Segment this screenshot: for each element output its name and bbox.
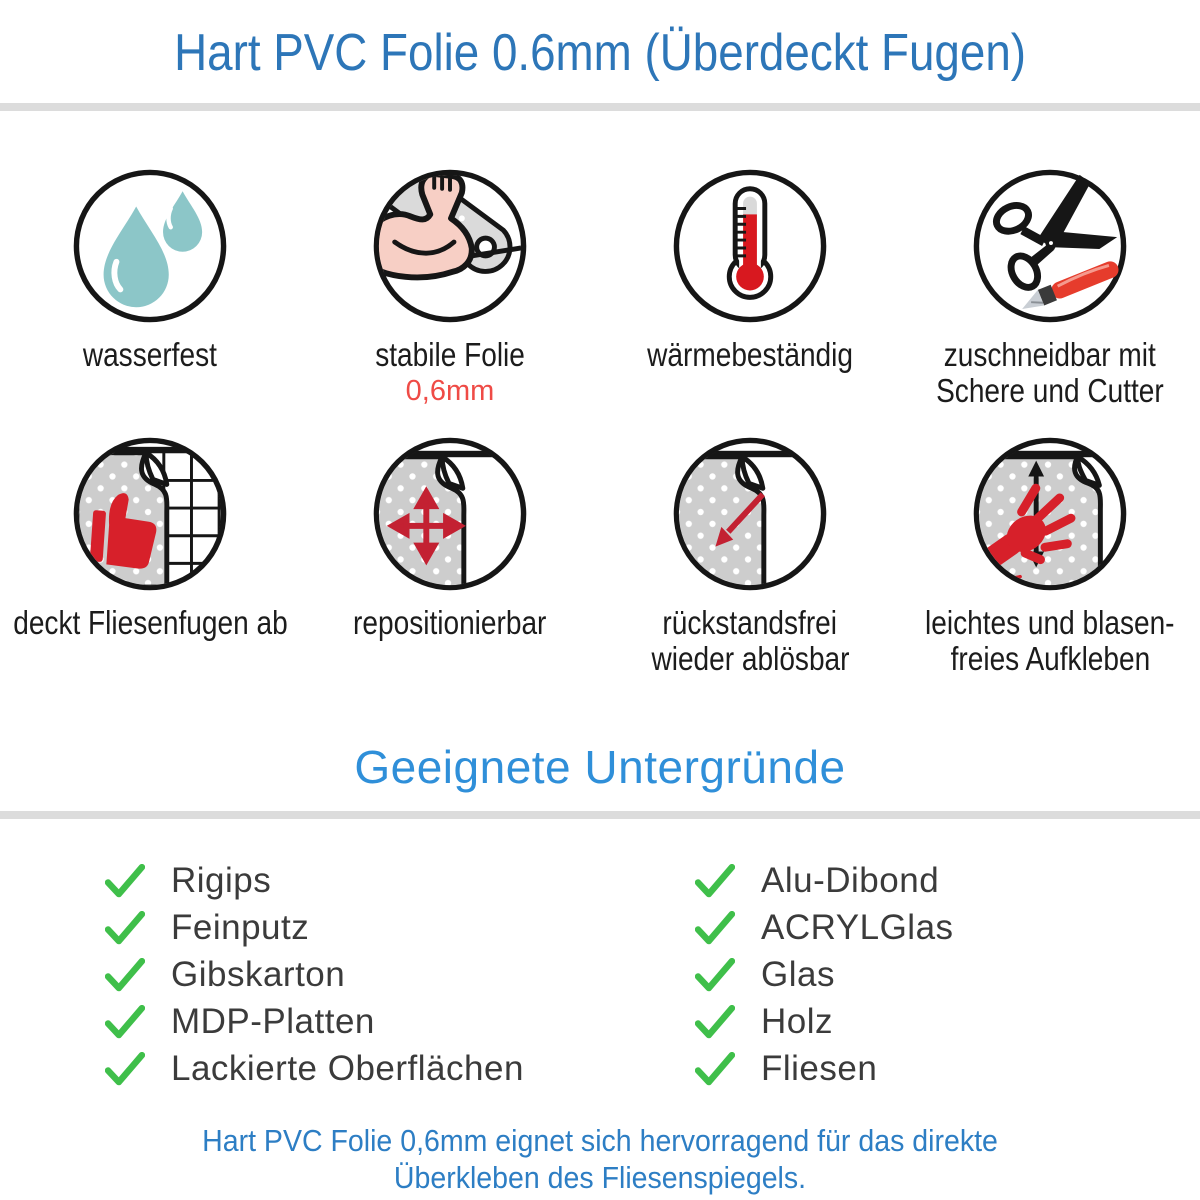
substrate-label: Fliesen: [761, 1049, 878, 1088]
substrate-item: [105, 1002, 600, 1042]
feature-blasenfreies-aufkleben: [900, 435, 1200, 677]
check-icon: [105, 911, 145, 945]
check-icon: [695, 1052, 735, 1086]
feature-repositionierbar: [300, 435, 600, 677]
feature-rueckstandsfrei: [600, 435, 900, 677]
muscle-arm-film-icon: [371, 167, 529, 325]
feature-grid: [0, 167, 1200, 677]
substrates-column-left: [0, 861, 600, 1096]
substrate-item: [105, 1049, 600, 1089]
substrate-item: [695, 1049, 1200, 1089]
feature-wasserfest: [0, 167, 300, 409]
substrates-column-right: [600, 861, 1200, 1096]
page-title: Hart PVC Folie 0.6mm (Überdeckt Fugen): [174, 24, 1026, 82]
substrate-label: Lackierte Oberflächen: [171, 1049, 524, 1088]
substrates-list: [0, 861, 1200, 1096]
divider: [0, 103, 1200, 111]
feature-label: leichtes und blasen-: [925, 604, 1175, 641]
feature-thickness-value: 0,6mm: [405, 375, 495, 407]
substrate-label: Rigips: [171, 861, 272, 900]
check-icon: [695, 911, 735, 945]
feature-label: stabile Folie: [375, 336, 525, 373]
check-icon: [105, 958, 145, 992]
substrate-label: MDP-Platten: [171, 1002, 375, 1041]
substrate-label: Feinputz: [171, 908, 310, 947]
substrate-item: [105, 955, 600, 995]
feature-label: wärmebeständig: [647, 336, 853, 373]
feature-label-line2: Schere und Cutter: [936, 372, 1164, 409]
feature-label: zuschneidbar mit: [943, 336, 1157, 373]
check-icon: [105, 1005, 145, 1039]
substrate-label: Gibskarton: [171, 955, 346, 994]
divider: [0, 811, 1200, 819]
feature-deckt-fliesenfugen: [0, 435, 300, 677]
check-icon: [695, 1005, 735, 1039]
substrate-item: [105, 908, 600, 948]
feature-stabile-folie: [300, 167, 600, 409]
substrate-item: [695, 1002, 1200, 1042]
substrate-item: [105, 861, 600, 901]
peel-arrow-film-icon: [671, 435, 829, 593]
thumbs-up-tile-icon: [71, 435, 229, 593]
page-header: [0, 0, 1200, 82]
check-icon: [105, 864, 145, 898]
substrate-item: [695, 908, 1200, 948]
hand-smoothing-icon: [971, 435, 1129, 593]
check-icon: [105, 1052, 145, 1086]
feature-label-line2: wieder ablösbar: [650, 640, 850, 677]
substrate-label: ACRYLGlas: [761, 908, 954, 947]
substrate-label: Holz: [761, 1002, 834, 1041]
feature-zuschneidbar: [900, 167, 1200, 409]
feature-label: wasserfest: [82, 336, 218, 373]
substrates-heading: Geeignete Untergründe: [354, 741, 846, 793]
thermometer-icon: [671, 167, 829, 325]
footer-line-2: Überkleben des Fliesenspiegels.: [393, 1160, 807, 1195]
feature-label: deckt Fliesenfugen ab: [12, 604, 288, 641]
feature-label: rückstandsfrei: [662, 604, 838, 641]
water-drops-icon: [71, 167, 229, 325]
footer-note: [0, 1122, 1200, 1196]
substrate-item: [695, 955, 1200, 995]
feature-label: repositionierbar: [353, 604, 547, 641]
scissors-cutter-icon: [971, 167, 1129, 325]
feature-label-line2: freies Aufkleben: [950, 640, 1150, 677]
footer-line-1: Hart PVC Folie 0,6mm eignet sich hervorragend für das direkte: [202, 1123, 998, 1158]
substrate-label: Alu-Dibond: [761, 861, 940, 900]
check-icon: [695, 864, 735, 898]
substrate-label: Glas: [761, 955, 835, 994]
substrate-item: [695, 861, 1200, 901]
check-icon: [695, 958, 735, 992]
move-arrows-film-icon: [371, 435, 529, 593]
feature-waermebestaendig: [600, 167, 900, 409]
